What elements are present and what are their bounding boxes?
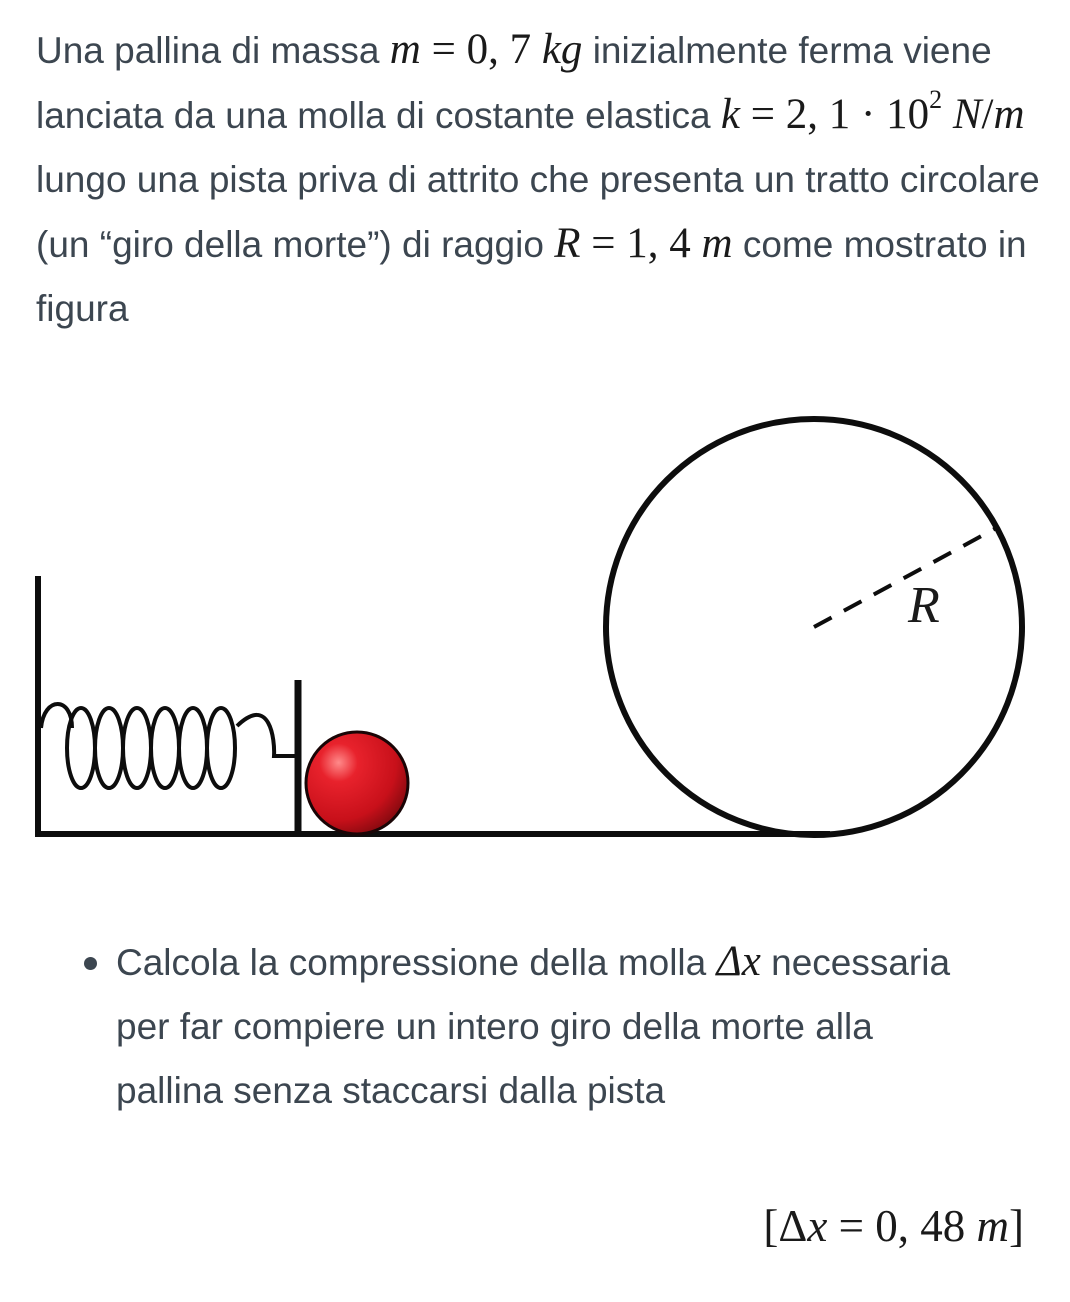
loop-the-loop-figure <box>0 400 1070 860</box>
radius-unit: m <box>701 220 733 267</box>
loop-the-loop-diagram <box>0 400 1070 860</box>
answer-unit: m <box>976 1201 1009 1251</box>
compression-symbol <box>717 938 761 985</box>
spring-constant-exponent: 2 <box>929 85 943 114</box>
question-item <box>80 930 980 1123</box>
question-text-2: necessaria per far compiere un intero giro della morte alla pallina senza staccarsi dalla pista <box>116 942 951 1111</box>
radius-symbol: R <box>554 220 581 267</box>
radius-label: R <box>908 577 940 634</box>
problem-text-1: Una pallina di massa <box>36 30 390 71</box>
mass-symbol: m <box>389 26 421 73</box>
radius-value: = 1, 4 <box>580 220 702 267</box>
answer-close-bracket: ] <box>1009 1201 1024 1251</box>
spring-coil <box>207 708 235 788</box>
mass-formula <box>390 26 583 73</box>
answer <box>763 1200 1024 1252</box>
question-list <box>80 930 980 1123</box>
spring-constant-unit-slash: / <box>981 91 994 138</box>
spring-constant-formula <box>720 85 1025 138</box>
spring-constant-value: = 2, 1 · 10 <box>740 91 930 138</box>
question-text-1: Calcola la compressione della molla <box>116 942 717 983</box>
spring-coil <box>179 708 207 788</box>
spring-constant-unit-m: m <box>993 91 1025 138</box>
problem-text-3: lungo una pista priva di attrito che presenta un tratto circolare (un “giro della morte”) di raggio <box>36 159 1040 265</box>
radius-formula <box>554 220 732 267</box>
problem-text <box>36 18 1046 341</box>
spring-constant-symbol: k <box>720 91 741 138</box>
answer-delta: Δ <box>778 1201 808 1251</box>
radius-line <box>814 527 998 627</box>
spring-constant-unit-n: N <box>942 91 982 138</box>
compression-variable: Δx <box>716 938 761 985</box>
answer-variable: x <box>807 1201 828 1251</box>
bullet-icon <box>84 957 97 970</box>
answer-value: = 0, 48 <box>827 1201 977 1251</box>
problem-text-4: come mostrato in figura <box>36 224 1027 329</box>
spring-coil <box>123 708 151 788</box>
answer-open-bracket: [ <box>763 1201 779 1251</box>
spring-coil <box>95 708 123 788</box>
spring <box>41 704 298 788</box>
problem-text-2: inizialmente ferma viene lanciata da una molla di costante elastica <box>36 30 992 136</box>
ball <box>306 732 408 834</box>
mass-unit: kg <box>541 26 583 73</box>
spring-coil <box>151 708 179 788</box>
spring-coil <box>67 708 95 788</box>
mass-value: = 0, 7 <box>420 26 542 73</box>
